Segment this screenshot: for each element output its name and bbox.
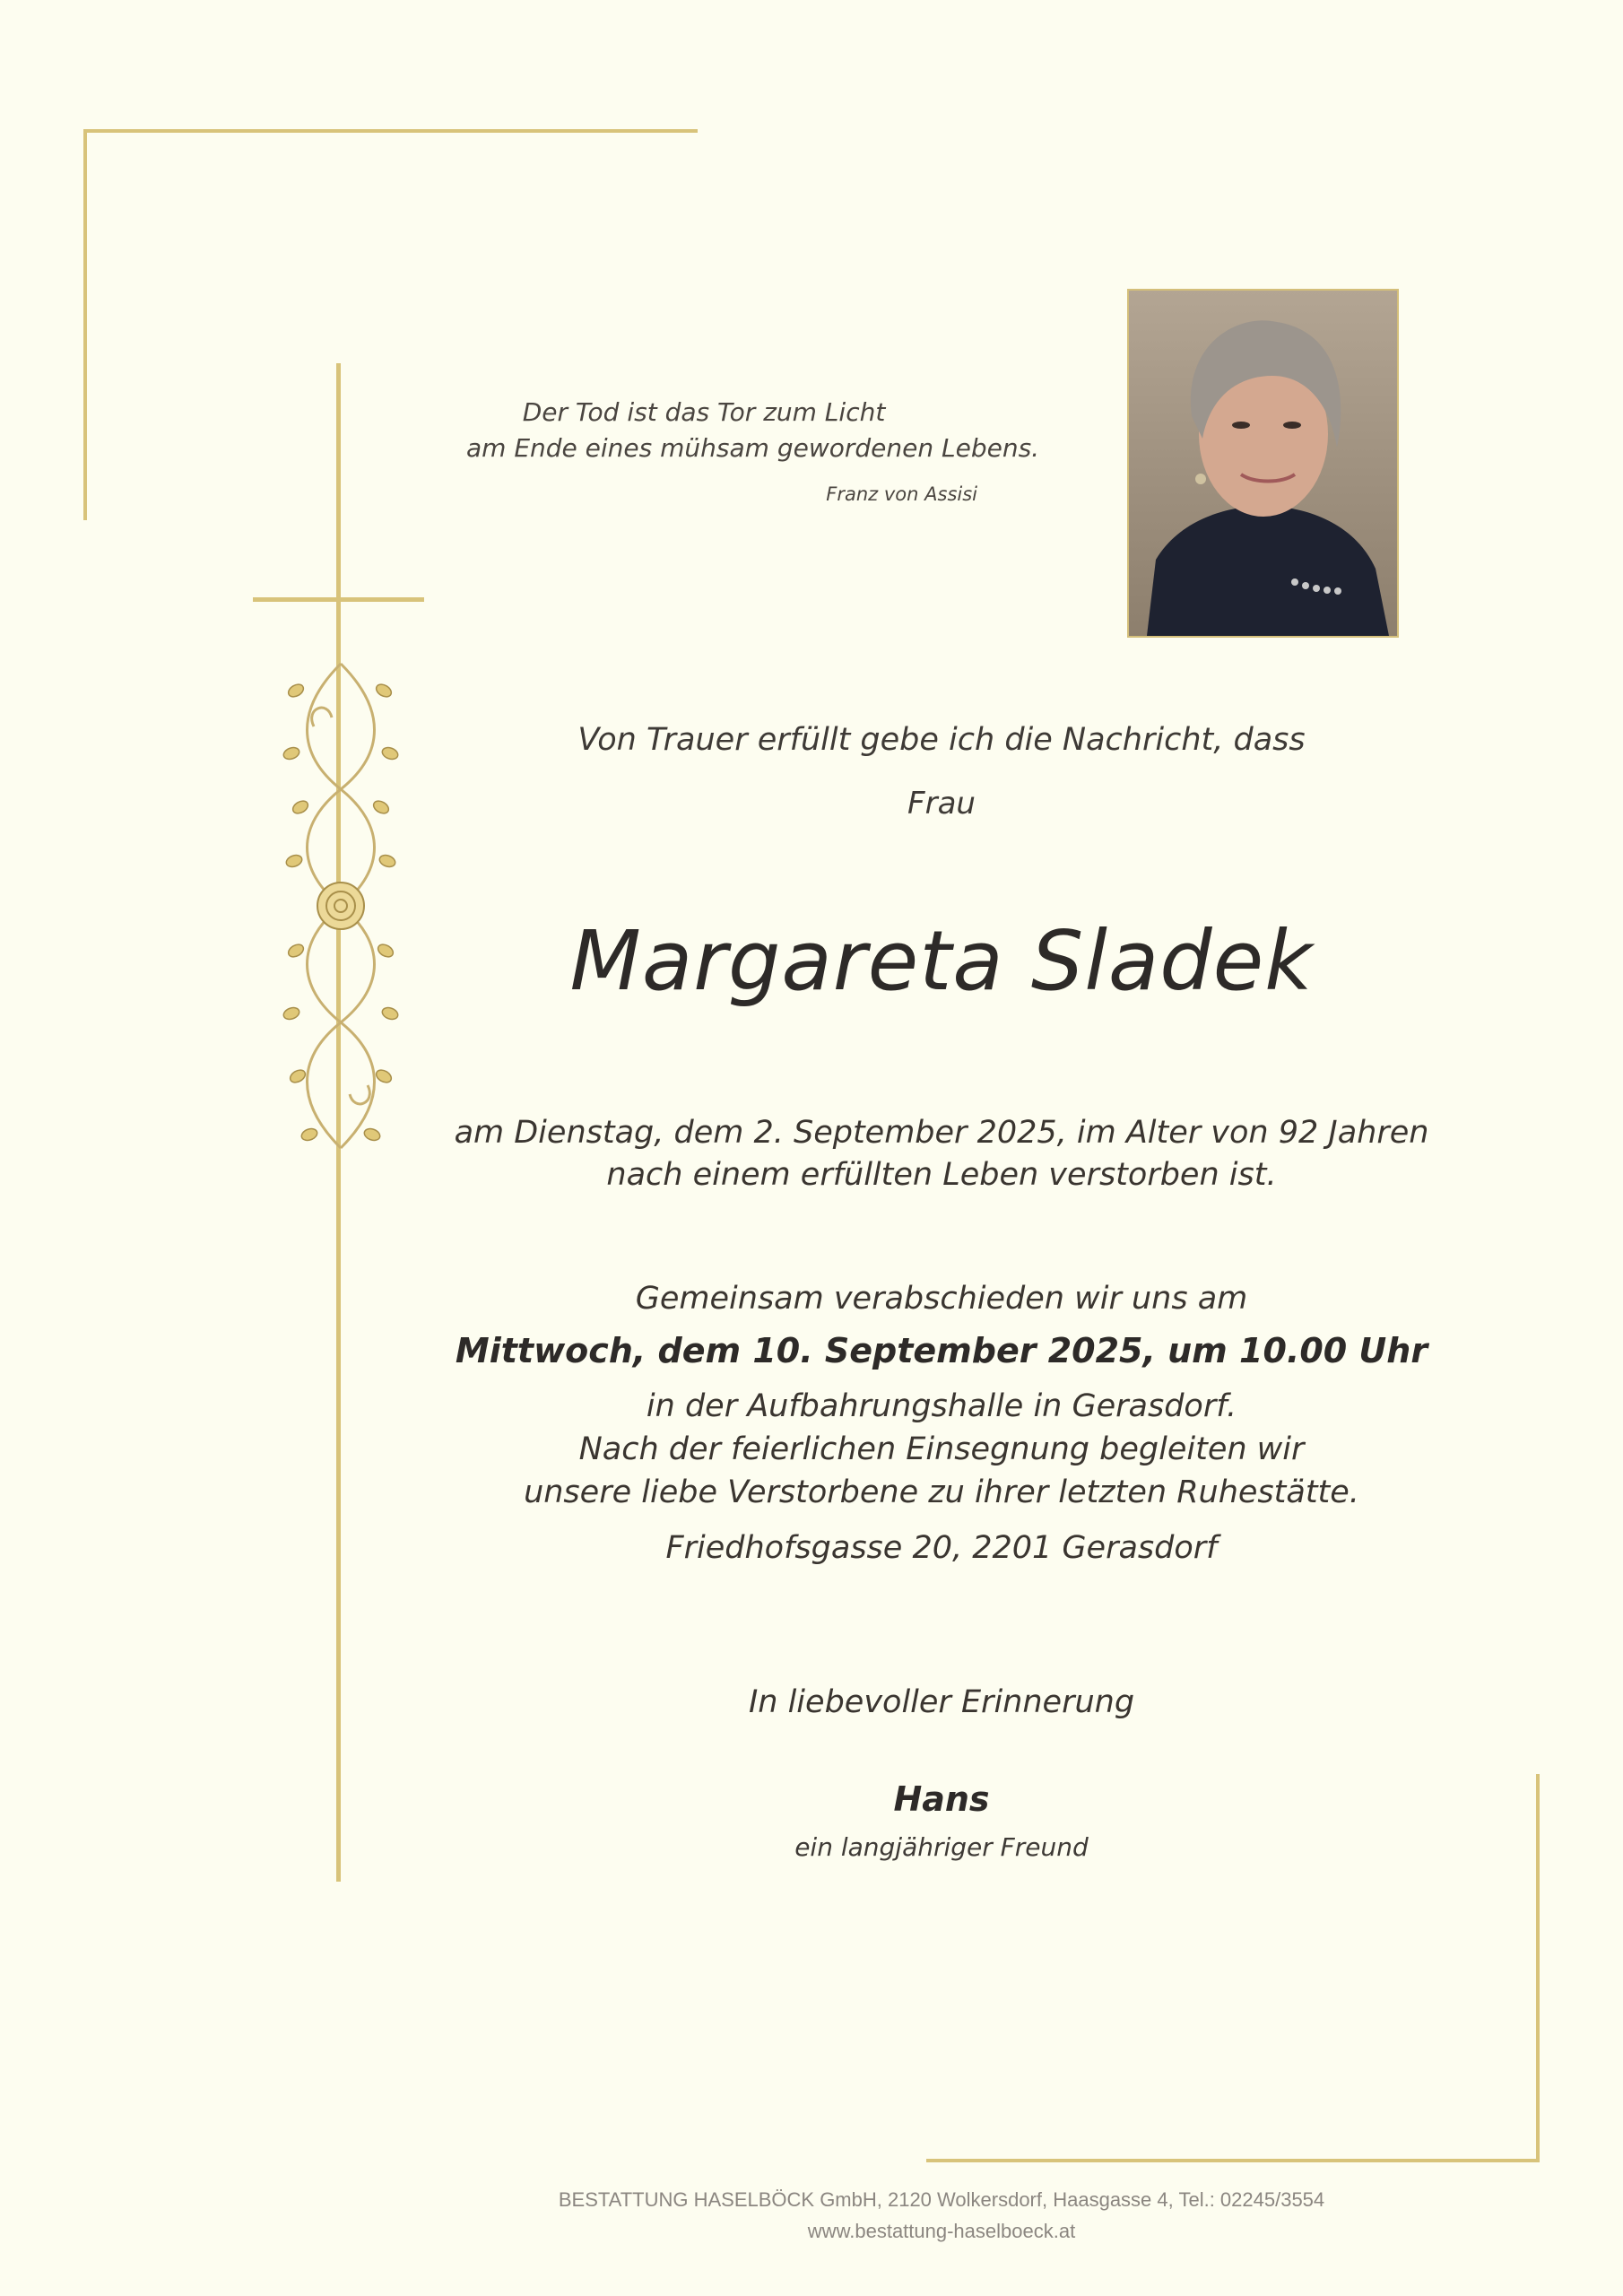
frame-top-vertical-line <box>83 129 87 520</box>
footer-company-info: BESTATTUNG HASELBÖCK GmbH, 2120 Wolkersdorf, Haasgasse 4, Tel.: 02245/3554 <box>558 2188 1325 2211</box>
notice-salutation: Frau <box>907 786 976 822</box>
quote-text <box>466 395 1040 466</box>
signer-relation: ein langjähriger Freund <box>794 1832 1089 1862</box>
frame-bottom-horizontal-line <box>926 2159 1540 2162</box>
footer-website-link[interactable]: www.bestattung-haselboeck.at <box>807 2220 1076 2242</box>
portrait-photo <box>1127 289 1399 638</box>
signer-name: Hans <box>893 1779 990 1819</box>
deceased-name: Margareta Sladek <box>569 913 1314 1009</box>
death-line-2: nach einem erfüllten Leben verstorben ist. <box>606 1157 1277 1193</box>
ceremony-line-3: unsere liebe Verstorbene zu ihrer letzten Ruhestätte. <box>524 1474 1359 1510</box>
death-statement <box>404 1112 1480 1196</box>
frame-top-horizontal-line <box>83 129 698 133</box>
portrait-image-icon <box>1129 291 1397 636</box>
frame-bottom-vertical-line <box>1536 1774 1540 2162</box>
memory-phrase: In liebevoller Erinnerung <box>748 1684 1135 1720</box>
ceremony-line-1: in der Aufbahrungshalle in Gerasdorf. <box>646 1388 1237 1424</box>
ceremony-line-2: Nach der feierlichen Einsegnung begleiten wir <box>578 1431 1305 1467</box>
ceremony-date: Mittwoch, dem 10. September 2025, um 10.00 Uhr <box>455 1331 1428 1370</box>
quote-line-2: am Ende eines mühsam gewordenen Lebens. <box>466 433 1040 463</box>
quote-line-1: Der Tod ist das Tor zum Licht <box>522 397 886 427</box>
death-line-1: am Dienstag, dem 2. September 2025, im Alter von 92 Jahren <box>454 1115 1429 1151</box>
rose-vine-ornament-icon <box>278 655 404 1157</box>
cross-horizontal-beam <box>253 597 424 602</box>
notice-intro: Von Trauer erfüllt gebe ich die Nachricht, dass <box>577 722 1306 758</box>
ceremony-details <box>404 1385 1480 1514</box>
cemetery-address: Friedhofsgasse 20, 2201 Gerasdorf <box>665 1530 1218 1566</box>
quote-author: Franz von Assisi <box>826 483 977 505</box>
ceremony-intro: Gemeinsam verabschieden wir uns am <box>635 1281 1248 1317</box>
